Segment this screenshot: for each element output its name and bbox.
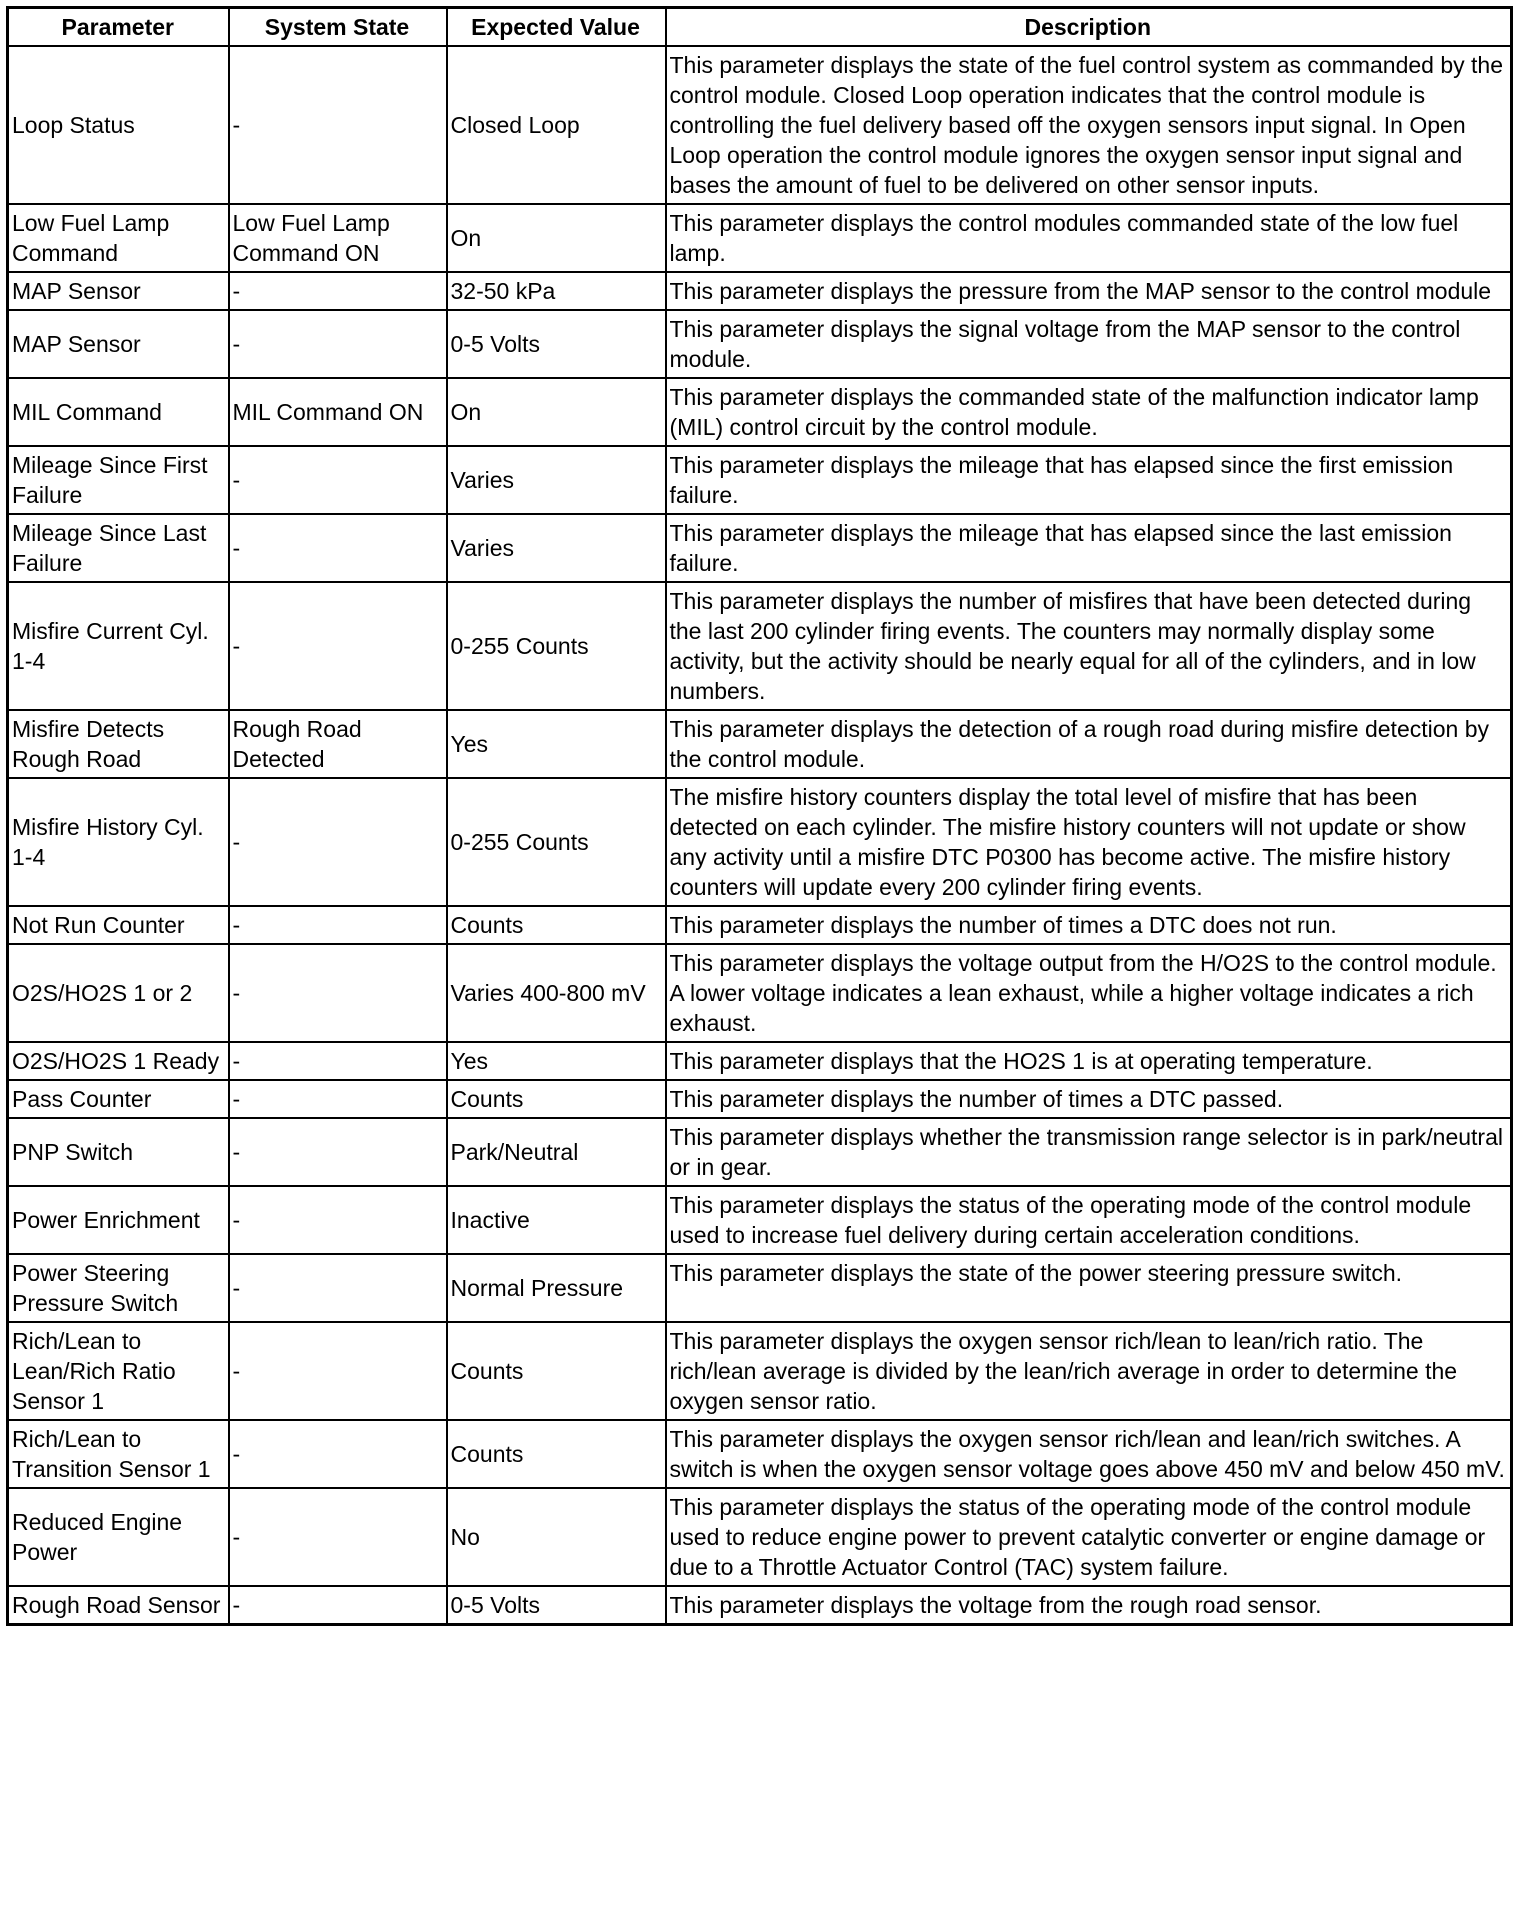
table-row [8,1586,1512,1625]
table-row [8,46,1512,204]
parameter-cell: MAP Sensor [8,272,229,310]
system-state-cell: - [229,778,447,906]
table-row [8,1488,1512,1586]
expected-value-cell: Yes [447,1042,666,1080]
expected-value-cell: Park/Neutral [447,1118,666,1186]
expected-value-cell: Varies 400-800 mV [447,944,666,1042]
system-state-cell: Low Fuel Lamp Command ON [229,204,447,272]
column-header-expected-value: Expected Value [447,8,666,47]
description-cell: This parameter displays the pressure from the MAP sensor to the control module [666,272,1512,310]
description-cell: This parameter displays the status of the operating mode of the control module used to reduce engine power to prevent catalytic converter or engine damage or due to a Throttle Actuator Control (TAC) system failure. [666,1488,1512,1586]
table-row [8,778,1512,906]
system-state-cell: - [229,906,447,944]
parameter-cell: Power Enrichment [8,1186,229,1254]
system-state-cell: - [229,1118,447,1186]
system-state-cell: - [229,1488,447,1586]
expected-value-cell: Yes [447,710,666,778]
table-row [8,710,1512,778]
system-state-cell: - [229,310,447,378]
parameter-cell: Mileage Since First Failure [8,446,229,514]
parameter-cell: Misfire Current Cyl. 1-4 [8,582,229,710]
description-cell: This parameter displays whether the transmission range selector is in park/neutral or in gear. [666,1118,1512,1186]
expected-value-cell: Varies [447,446,666,514]
expected-value-cell: Varies [447,514,666,582]
system-state-cell: - [229,1420,447,1488]
table-row [8,1420,1512,1488]
system-state-cell: - [229,1186,447,1254]
system-state-cell: Rough Road Detected [229,710,447,778]
parameter-cell: PNP Switch [8,1118,229,1186]
table-row [8,582,1512,710]
expected-value-cell: 0-5 Volts [447,1586,666,1625]
expected-value-cell: Counts [447,1322,666,1420]
expected-value-cell: Counts [447,906,666,944]
expected-value-cell: Counts [447,1420,666,1488]
header-row [8,8,1512,47]
table-row [8,446,1512,514]
column-header-description: Description [666,8,1512,47]
description-cell: This parameter displays the voltage from the rough road sensor. [666,1586,1512,1625]
table-row [8,1042,1512,1080]
table-row [8,1080,1512,1118]
description-cell: This parameter displays the oxygen sensor rich/lean to lean/rich ratio. The rich/lean average is divided by the lean/rich average in order to determine the oxygen sensor ratio. [666,1322,1512,1420]
expected-value-cell: Inactive [447,1186,666,1254]
parameter-cell: Rich/Lean to Transition Sensor 1 [8,1420,229,1488]
expected-value-cell: No [447,1488,666,1586]
parameter-cell: Rich/Lean to Lean/Rich Ratio Sensor 1 [8,1322,229,1420]
parameter-cell: Mileage Since Last Failure [8,514,229,582]
table-row [8,1254,1512,1322]
description-cell: This parameter displays the detection of a rough road during misfire detection by the control module. [666,710,1512,778]
description-cell: This parameter displays the state of the power steering pressure switch. [666,1254,1512,1322]
system-state-cell: - [229,272,447,310]
table-row [8,378,1512,446]
expected-value-cell: Closed Loop [447,46,666,204]
table-row [8,1186,1512,1254]
parameter-cell: O2S/HO2S 1 or 2 [8,944,229,1042]
parameter-cell: Power Steering Pressure Switch [8,1254,229,1322]
column-header-parameter: Parameter [8,8,229,47]
system-state-cell: - [229,1586,447,1625]
description-cell: The misfire history counters display the total level of misfire that has been detected on each cylinder. The misfire history counters will not update or show any activity until a misfire DTC P0300 has become active. The misfire history counters will update every 200 cylinder firing events. [666,778,1512,906]
description-cell: This parameter displays the state of the fuel control system as commanded by the control module. Closed Loop operation indicates that the control module is controlling the fuel delivery based off the oxygen sensors input signal. In Open Loop operation the control module ignores the oxygen sensor input signal and bases the amount of fuel to be delivered on other sensor inputs. [666,46,1512,204]
expected-value-cell: 0-255 Counts [447,582,666,710]
expected-value-cell: Counts [447,1080,666,1118]
expected-value-cell: Normal Pressure [447,1254,666,1322]
parameter-cell: MIL Command [8,378,229,446]
description-cell: This parameter displays the mileage that has elapsed since the last emission failure. [666,514,1512,582]
parameter-cell: Reduced Engine Power [8,1488,229,1586]
description-cell: This parameter displays the signal voltage from the MAP sensor to the control module. [666,310,1512,378]
description-cell: This parameter displays the oxygen sensor rich/lean and lean/rich switches. A switch is when the oxygen sensor voltage goes above 450 mV and below 450 mV. [666,1420,1512,1488]
expected-value-cell: 32-50 kPa [447,272,666,310]
description-cell: This parameter displays the mileage that has elapsed since the first emission failure. [666,446,1512,514]
parameter-cell: Pass Counter [8,1080,229,1118]
description-cell: This parameter displays the status of the operating mode of the control module used to increase fuel delivery during certain acceleration conditions. [666,1186,1512,1254]
parameter-cell: Rough Road Sensor [8,1586,229,1625]
parameter-table [6,6,1513,1626]
table-row [8,514,1512,582]
table-row [8,1118,1512,1186]
description-cell: This parameter displays the commanded state of the malfunction indicator lamp (MIL) control circuit by the control module. [666,378,1512,446]
table-row [8,204,1512,272]
system-state-cell: - [229,446,447,514]
table-row [8,906,1512,944]
system-state-cell: - [229,514,447,582]
parameter-cell: Not Run Counter [8,906,229,944]
parameter-cell: O2S/HO2S 1 Ready [8,1042,229,1080]
system-state-cell: - [229,1042,447,1080]
system-state-cell: - [229,1322,447,1420]
parameter-cell: MAP Sensor [8,310,229,378]
parameter-cell: Low Fuel Lamp Command [8,204,229,272]
description-cell: This parameter displays that the HO2S 1 is at operating temperature. [666,1042,1512,1080]
system-state-cell: - [229,1080,447,1118]
parameter-cell: Misfire Detects Rough Road [8,710,229,778]
description-cell: This parameter displays the number of times a DTC passed. [666,1080,1512,1118]
system-state-cell: - [229,582,447,710]
description-cell: This parameter displays the control modules commanded state of the low fuel lamp. [666,204,1512,272]
table-row [8,310,1512,378]
parameter-cell: Loop Status [8,46,229,204]
system-state-cell: MIL Command ON [229,378,447,446]
expected-value-cell: On [447,378,666,446]
system-state-cell: - [229,1254,447,1322]
description-cell: This parameter displays the number of misfires that have been detected during the last 200 cylinder firing events. The counters may normally display some activity, but the activity should be nearly equal for all of the cylinders, and in low numbers. [666,582,1512,710]
system-state-cell: - [229,944,447,1042]
table-row [8,272,1512,310]
system-state-cell: - [229,46,447,204]
table-row [8,1322,1512,1420]
expected-value-cell: 0-255 Counts [447,778,666,906]
parameter-cell: Misfire History Cyl. 1-4 [8,778,229,906]
description-cell: This parameter displays the voltage output from the H/O2S to the control module. A lower voltage indicates a lean exhaust, while a higher voltage indicates a rich exhaust. [666,944,1512,1042]
description-cell: This parameter displays the number of times a DTC does not run. [666,906,1512,944]
column-header-system-state: System State [229,8,447,47]
expected-value-cell: On [447,204,666,272]
table-row [8,944,1512,1042]
expected-value-cell: 0-5 Volts [447,310,666,378]
